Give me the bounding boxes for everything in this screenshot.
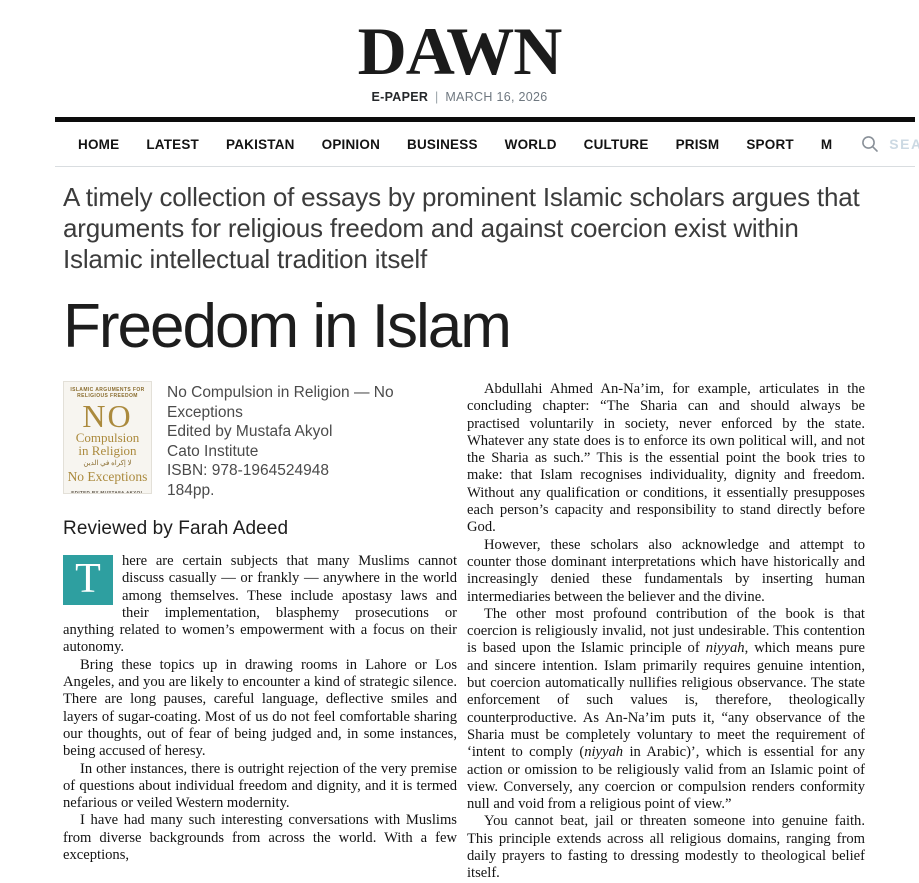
nav-item-prism[interactable]: PRISM	[675, 136, 720, 152]
article-paragraph: T here are certain subjects that many Muslims cannot discuss casually — or frankly — anywhere in the world among themselves. These include apostasy laws and their implementation, blasphemy prosecutions or anything related to women’s empowerment with a focus on their autonomy.	[63, 553, 457, 656]
body-right	[467, 381, 865, 883]
article-paragraph: I have had many such interesting conversations with Muslims from diverse backgrounds from across the world. With a few exceptions,	[63, 812, 457, 864]
nav-item-m[interactable]: M	[820, 136, 833, 152]
search-icon[interactable]	[861, 135, 879, 153]
article-paragraph: Abdullahi Ahmed An-Na’im, for example, articulates in the concluding chapter: “The Sharia can and should always be practised voluntarily in society, never enforced by the state. Whatever any state does is to enforce its own political will, and not the Sharia as such.” This is the essential point the book tries to make: that Islam recognises individuality, dignity and freedom. Without any qualification or conditions, it essentially presupposes each person’s capacity and responsibility to stand directly before God.	[467, 381, 865, 536]
right-column	[467, 381, 865, 883]
book-detail-line: No Compulsion in Religion — No Exceptions	[167, 384, 394, 421]
nav-item-business[interactable]: BUSINESS	[407, 136, 478, 152]
edition-date: MARCH 16, 2026	[445, 90, 548, 104]
article-paragraph: The other most profound contribution of the book is that coercion is religiously invalid, not just undesirable. This contention is based upon the Islamic principle of niyyah, which means pure and sincere intention. Islam primarily requires genuine intention, but coercion automatically nullifies religious observance. The state enforcement of such values is, therefore, theologically counterproductive. As An-Na’im puts it, “any observance of the Sharia must be completely voluntary to meet the requirement of ‘intent to comply (niyyah in Arabic)’, which is essential for any action or omission to be religiously valid from an Islamic point of view. Conversely, any coercion or compulsion renders conformity null and void from a religious point of view.”	[467, 605, 865, 813]
nav-item-home[interactable]: HOME	[78, 136, 120, 152]
nav-items	[78, 137, 859, 152]
nav-item-culture[interactable]: CULTURE	[583, 136, 649, 152]
cover-word-no: NO	[82, 398, 133, 434]
nav-item-latest[interactable]: LATEST	[146, 136, 200, 152]
book-detail-line: 184pp.	[167, 481, 215, 499]
cover-top-text: ISLAMIC ARGUMENTS FOR RELIGIOUS FREEDOM	[70, 387, 145, 399]
drop-cap: T	[63, 555, 113, 605]
article	[63, 182, 871, 883]
search	[859, 135, 919, 153]
cover-word-no-exceptions: No Exceptions	[67, 469, 148, 484]
book-cover-image	[63, 381, 152, 494]
book-detail-line: Edited by Mustafa Akyol	[167, 423, 333, 440]
dateline-separator: |	[435, 90, 439, 104]
edition-label[interactable]: E-PAPER	[371, 90, 429, 104]
article-paragraph: In other instances, there is outright rejection of the very premise of questions about individual freedom and dignity, and it is termed nefarious or veiled Western modernity.	[63, 760, 457, 812]
article-title: Freedom in Islam	[63, 292, 510, 361]
cover-word-compulsion: Compulsion	[75, 430, 140, 445]
edition-dateline	[0, 90, 919, 104]
article-paragraph: You cannot beat, jail or threaten someone into genuine faith. This principle extends across all religious domains, ranging from daily prayers to fasting to dressing modestly to theological belief itself.	[467, 813, 865, 882]
left-column	[63, 381, 457, 883]
body-left	[63, 553, 457, 864]
search-input[interactable]	[889, 136, 919, 152]
book-detail-line: Cato Institute	[167, 442, 259, 460]
nav-item-world[interactable]: WORLD	[504, 136, 557, 152]
nav-item-opinion[interactable]: OPINION	[321, 136, 381, 152]
nav-item-pakistan[interactable]: PAKISTAN	[226, 136, 295, 152]
masthead	[0, 0, 919, 104]
article-paragraph: However, these scholars also acknowledge and attempt to counter those dominant interpretations which have historically and increasingly denied these fundamentals by inserting human intermediaries between the believer and the divine.	[467, 536, 865, 605]
cover-word-in-religion: in Religion	[78, 443, 137, 458]
dawn-logo[interactable]: DAWN	[357, 13, 562, 89]
cover-arabic-text: لا إكراه في الدين	[83, 459, 132, 467]
book-info	[63, 381, 457, 500]
cover-bottom-text: EDITED BY MUSTAFA AKYOL	[71, 490, 144, 494]
book-details	[167, 381, 457, 500]
byline: Reviewed by Farah Adeed	[63, 518, 289, 539]
nav-item-sport[interactable]: SPORT	[746, 136, 794, 152]
article-columns	[63, 381, 871, 883]
book-detail-line: ISBN: 978-1964524948	[167, 462, 330, 479]
article-paragraph: Bring these topics up in drawing rooms in Lahore or Los Angeles, and you are likely to encounter a kind of strategic silence. There are long pauses, careful language, deflective smiles and layers of sugar-coating. Most of us do not feel comfortable sharing our thoughts, out of fear of being judged and, in some instances, being accused of heresy.	[63, 656, 457, 760]
standfirst: A timely collection of essays by prominent Islamic scholars argues that arguments for religious freedom and against coercion exist within Islamic intellectual tradition itself	[63, 182, 860, 274]
main-nav	[55, 117, 915, 167]
